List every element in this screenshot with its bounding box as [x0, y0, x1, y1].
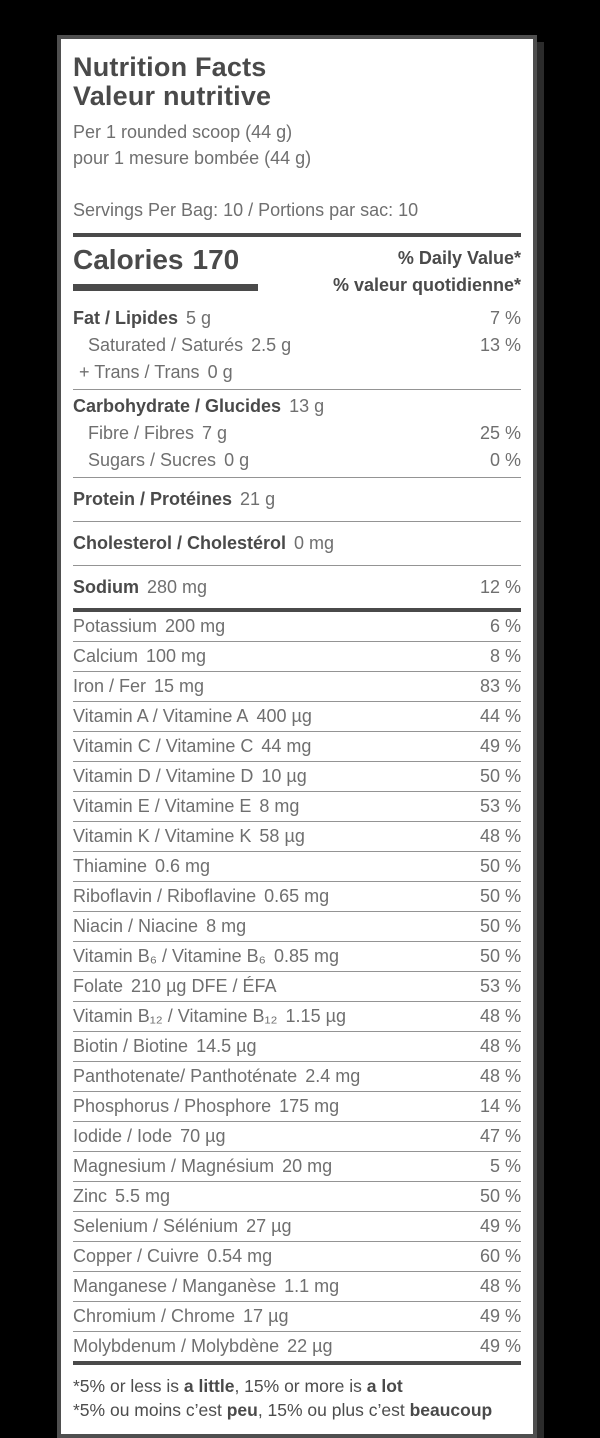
nutrient-row [73, 642, 521, 672]
nutrient-label: Vitamin C / Vitamine C [73, 736, 254, 756]
nutrient-dv: 48 % [479, 826, 521, 846]
nutrient-label: Molybdenum / Molybdène [73, 1336, 280, 1356]
nutrient-row-protein [73, 481, 521, 518]
nutrient-label: Vitamin B₁₂ / Vitamine B₁₂ [73, 1006, 278, 1026]
nutrient-label: Manganese / Manganèse [73, 1276, 277, 1296]
footnote-text: *5% or less is [73, 1376, 184, 1396]
nutrient-row [73, 1122, 521, 1152]
title-fr: Valeur nutritive [73, 81, 272, 111]
nutrient-amount: 14.5 µg [196, 1036, 257, 1056]
nutrient-row [73, 852, 521, 882]
nutrient-amount: 70 µg [180, 1126, 226, 1146]
nutrient-amount: 8 mg [259, 796, 300, 816]
nutrient-amount: 1.15 µg [285, 1006, 346, 1026]
nutrient-dv: 60 % [479, 1246, 521, 1266]
nutrient-row-fat [73, 305, 521, 332]
title-en: Nutrition Facts [73, 52, 267, 82]
footnote-text: , 15% or more is [234, 1376, 367, 1396]
footnote-bold: a lot [366, 1376, 403, 1396]
nutrient-label: Phosphorus / Phosphore [73, 1096, 272, 1116]
nutrient-dv: 50 % [479, 856, 521, 876]
nutrient-label: Folate [73, 976, 124, 996]
nutrient-label: Vitamin A / Vitamine A [73, 706, 249, 726]
nutrient-label: Vitamin D / Vitamine D [73, 766, 254, 786]
nutrient-label: + Trans / Trans [79, 362, 200, 382]
calories-left [73, 245, 258, 291]
nutrient-dv: 44 % [479, 706, 521, 726]
nutrient-dv: 49 % [479, 736, 521, 756]
nutrient-row-saturated [73, 332, 521, 359]
nutrient-row [73, 1302, 521, 1332]
calories-block [73, 237, 521, 305]
micronutrient-list [73, 612, 521, 1365]
nutrient-label: Cholesterol / Cholestérol [73, 533, 287, 553]
nutrient-label: Protein / Protéines [73, 489, 233, 509]
divider [73, 389, 521, 390]
nutrient-amount: 0.54 mg [207, 1246, 273, 1266]
nutrient-label: Vitamin E / Vitamine E [73, 796, 252, 816]
nutrient-dv: 14 % [479, 1096, 521, 1116]
nutrient-row-cholesterol [73, 525, 521, 562]
nutrient-dv: 8 % [489, 646, 521, 666]
nutrient-row [73, 1182, 521, 1212]
nutrient-dv: 50 % [479, 916, 521, 936]
nutrient-row-trans [73, 359, 521, 386]
nutrient-amount: 2.4 mg [305, 1066, 361, 1086]
nutrient-label: Iodide / Iode [73, 1126, 173, 1146]
divider [73, 477, 521, 478]
nutrient-row [73, 1002, 521, 1032]
nutrient-amount: 27 µg [246, 1216, 292, 1236]
nutrient-label: Sodium [73, 577, 139, 597]
nutrient-row [73, 1032, 521, 1062]
nutrient-amount: 280 mg [147, 577, 208, 597]
nutrient-label: Copper / Cuivre [73, 1246, 200, 1266]
nutrient-row [73, 1242, 521, 1272]
calories-underline-bar [73, 284, 258, 291]
daily-value-header-fr: % valeur quotidienne* [332, 275, 521, 295]
nutrient-row [73, 912, 521, 942]
nutrient-row-carbohydrate [73, 393, 521, 420]
nutrient-amount: 15 mg [154, 676, 205, 696]
nutrient-amount: 100 mg [146, 646, 207, 666]
nutrient-dv: 49 % [479, 1216, 521, 1236]
nutrition-facts-panel [57, 35, 537, 1438]
nutrient-amount: 21 g [240, 489, 276, 509]
nutrient-row [73, 762, 521, 792]
nutrient-label: Zinc [73, 1186, 108, 1206]
nutrient-amount: 210 µg DFE / ÉFA [131, 976, 277, 996]
daily-value-header-en: % Daily Value* [397, 248, 521, 268]
nutrient-dv: 25 % [479, 423, 521, 443]
footnote-fr [73, 1398, 521, 1422]
nutrient-amount: 13 g [289, 396, 325, 416]
nutrient-row [73, 672, 521, 702]
nutrient-amount: 17 µg [243, 1306, 289, 1326]
nutrient-label: Fat / Lipides [73, 308, 179, 328]
nutrient-amount: 0 mg [294, 533, 335, 553]
footnote-bold: a little [183, 1376, 235, 1396]
nutrient-dv: 47 % [479, 1126, 521, 1146]
nutrient-row [73, 972, 521, 1002]
nutrient-dv: 12 % [479, 577, 521, 597]
nutrient-dv: 50 % [479, 766, 521, 786]
nutrient-amount: 1.1 mg [284, 1276, 340, 1296]
nutrient-label: Iron / Fer [73, 676, 147, 696]
nutrient-dv: 13 % [479, 335, 521, 355]
nutrient-row [73, 702, 521, 732]
nutrient-amount: 58 µg [259, 826, 305, 846]
daily-value-header [333, 245, 521, 299]
servings-per-bag: Servings Per Bag: 10 / Portions par sac: 10 [73, 200, 419, 220]
nutrient-amount: 5 g [186, 308, 212, 328]
calories-label: Calories [73, 244, 184, 275]
nutrient-row [73, 1332, 521, 1365]
nutrient-row [73, 1062, 521, 1092]
nutrient-row [73, 822, 521, 852]
nutrient-amount: 20 mg [282, 1156, 333, 1176]
nutrient-dv: 48 % [479, 1276, 521, 1296]
calories-value: 170 [192, 244, 240, 275]
nutrient-row [73, 1152, 521, 1182]
nutrient-label: Chromium / Chrome [73, 1306, 236, 1326]
nutrient-row [73, 882, 521, 912]
nutrient-label: Calcium [73, 646, 139, 666]
nutrient-amount: 0 g [224, 450, 250, 470]
footnote-bold: peu [226, 1400, 258, 1420]
nutrient-label: Magnesium / Magnésium [73, 1156, 275, 1176]
nutrient-dv: 48 % [479, 1006, 521, 1026]
nutrient-label: Riboflavin / Riboflavine [73, 886, 257, 906]
nutrient-row-sugars [73, 447, 521, 474]
nutrient-amount: 0.65 mg [264, 886, 330, 906]
nutrient-amount: 200 mg [165, 616, 226, 636]
nutrient-label: Panthotenate/ Panthoténate [73, 1066, 298, 1086]
nutrient-row [73, 732, 521, 762]
nutrient-amount: 400 µg [256, 706, 312, 726]
footnote-text: *5% ou moins c’est [73, 1400, 227, 1420]
nutrient-amount: 0.85 mg [273, 946, 339, 966]
nutrient-dv: 83 % [479, 676, 521, 696]
nutrient-label: Thiamine [73, 856, 148, 876]
divider [73, 565, 521, 566]
nutrient-dv: 53 % [479, 796, 521, 816]
nutrient-amount: 5.5 mg [115, 1186, 171, 1206]
footnote-en [73, 1374, 521, 1398]
nutrient-row [73, 1092, 521, 1122]
serving-size-fr: pour 1 mesure bombée (44 g) [73, 148, 312, 168]
nutrient-label: Niacin / Niacine [73, 916, 199, 936]
nutrient-dv: 48 % [479, 1066, 521, 1086]
nutrient-dv: 49 % [479, 1336, 521, 1356]
nutrient-row [73, 792, 521, 822]
nutrient-amount: 22 µg [287, 1336, 333, 1356]
footnote-bold: beaucoup [409, 1400, 493, 1420]
nutrient-label: Vitamin K / Vitamine K [73, 826, 252, 846]
nutrient-label: Biotin / Biotine [73, 1036, 189, 1056]
nutrient-row-sodium [73, 569, 521, 606]
nutrient-amount: 8 mg [206, 916, 247, 936]
serving-size-block [73, 119, 521, 171]
nutrient-amount: 7 g [202, 423, 228, 443]
nutrient-label: Fibre / Fibres [88, 423, 195, 443]
nutrient-label: Carbohydrate / Glucides [73, 396, 282, 416]
footnote-text: , 15% ou plus c’est [257, 1400, 410, 1420]
nutrient-dv: 5 % [489, 1156, 521, 1176]
nutrient-label: Saturated / Saturés [88, 335, 244, 355]
nutrient-label: Potassium [73, 616, 158, 636]
nutrient-dv: 7 % [489, 308, 521, 328]
nutrient-amount: 175 mg [279, 1096, 340, 1116]
nutrient-dv: 50 % [479, 946, 521, 966]
divider [73, 521, 521, 522]
serving-size-en: Per 1 rounded scoop (44 g) [73, 122, 293, 142]
nutrient-amount: 10 µg [261, 766, 307, 786]
nutrient-dv: 48 % [479, 1036, 521, 1056]
nutrient-dv: 53 % [479, 976, 521, 996]
nutrient-row [73, 1212, 521, 1242]
nutrient-row-fibre [73, 420, 521, 447]
nutrient-dv: 0 % [489, 450, 521, 470]
nutrient-dv: 49 % [479, 1306, 521, 1326]
nutrient-label: Vitamin B₆ / Vitamine B₆ [73, 946, 266, 966]
nutrient-label: Selenium / Sélénium [73, 1216, 239, 1236]
nutrient-amount: 0.6 mg [155, 856, 211, 876]
nutrient-row [73, 942, 521, 972]
nutrient-amount: 2.5 g [251, 335, 292, 355]
calories-text [73, 245, 258, 275]
nutrient-dv: 50 % [479, 886, 521, 906]
nutrient-row [73, 1272, 521, 1302]
nutrient-amount: 0 g [207, 362, 233, 382]
nutrient-label: Sugars / Sucres [88, 450, 217, 470]
nutrient-amount: 44 mg [261, 736, 312, 756]
nutrient-dv: 6 % [489, 616, 521, 636]
nutrient-row [73, 612, 521, 642]
nutrient-dv: 50 % [479, 1186, 521, 1206]
